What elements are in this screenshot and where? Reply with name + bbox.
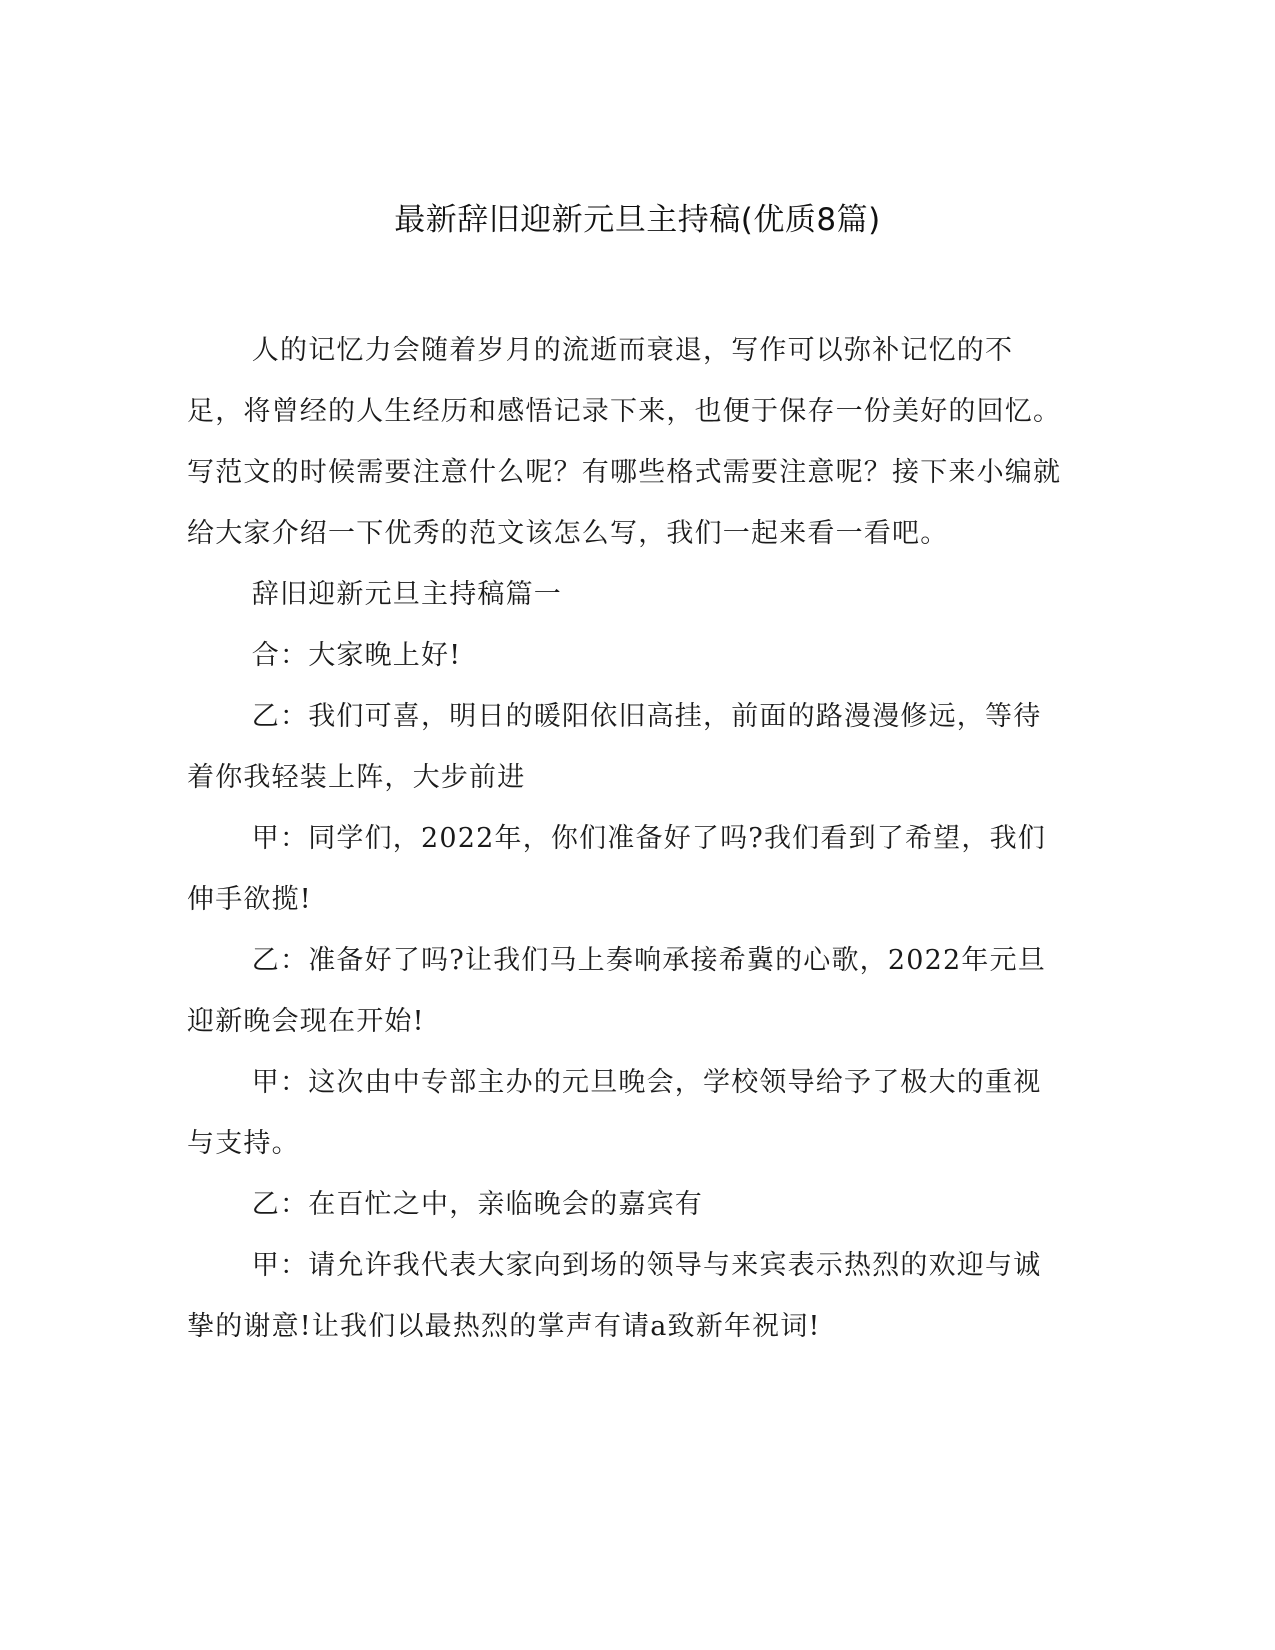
dialogue-line: 乙：在百忙之中，亲临晚会的嘉宾有 (251, 1189, 703, 1220)
intro-paragraph: 人的记忆力会随着岁月的流逝而衰退，写作可以弥补记忆的不足，将曾经的人生经历和感悟记录下来，也便于保存一份美好的回忆。写范文的时候需要注意什么呢？有哪些格式需要注意呢？接下来小编就给大家介绍一下优秀的范文该怎么写，我们一起来看一看吧。 (187, 335, 1062, 549)
dialogue-line: 甲：请允许我代表大家向到场的领导与来宾表示热烈的欢迎与诚挚的谢意!让我们以最热烈的掌声有请a致新年祝词! (187, 1250, 1042, 1342)
dialogue-line: 合：大家晚上好! (251, 640, 462, 671)
dialogue-line: 乙：我们可喜，明日的暖阳依旧高挂，前面的路漫漫修远，等待着你我轻装上阵，大步前进 (187, 701, 1042, 793)
dialogue-line: 乙：准备好了吗?让我们马上奏响承接希冀的心歌，2022年元旦迎新晚会现在开始! (187, 945, 1046, 1037)
document-body (187, 320, 1067, 1357)
section-heading: 辞旧迎新元旦主持稿篇一 (251, 579, 562, 610)
document-title: 最新辞旧迎新元旦主持稿(优质8篇) (394, 202, 881, 238)
dialogue-line: 甲：这次由中专部主办的元旦晚会，学校领导给予了极大的重视与支持。 (187, 1067, 1042, 1159)
dialogue-line: 甲：同学们，2022年，你们准备好了吗?我们看到了希望，我们伸手欲揽! (187, 823, 1046, 915)
